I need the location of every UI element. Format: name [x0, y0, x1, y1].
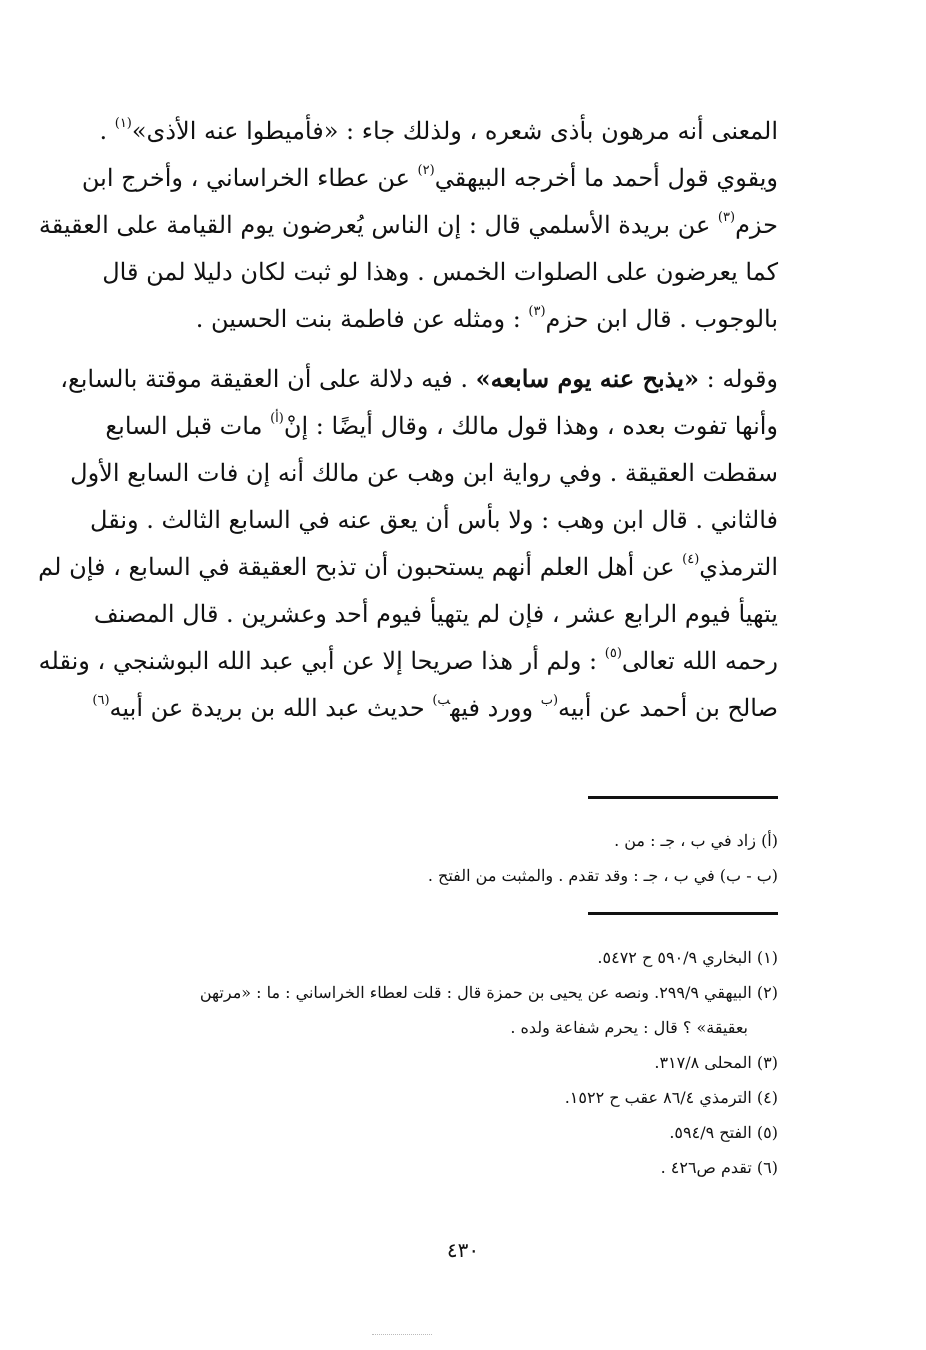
text-line — [60, 355, 778, 403]
text-run: المعنى أنه مرهون بأذى شعره ، ولذلك جاء : «فأميطوا عنه الأذى» — [131, 117, 778, 145]
text-line — [38, 638, 778, 685]
footnote-ref: (٢) — [417, 163, 435, 178]
variant-notes — [110, 823, 778, 893]
footnote-ref: (٦) — [92, 693, 110, 708]
text-line — [92, 685, 778, 732]
hadith-quote: «يذبح عنه يوم سابعه» — [475, 364, 700, 393]
footnotes — [110, 940, 778, 1185]
text-run: وأنها تفوت بعده ، وهذا قول مالك ، وقال أيضًا : إنْ — [283, 412, 778, 440]
text-run: عن بريدة الأسلمي قال : إن الناس يُعرضون يوم القيامة على العقيقة — [38, 211, 718, 239]
paragraph — [38, 108, 778, 343]
text-line: سقطت العقيقة . وفي رواية ابن وهب عن مالك أنه إن فات السابع الأول — [70, 459, 778, 487]
footnote-ref: (٣) — [717, 210, 736, 225]
footnote-ref: (٤) — [682, 552, 700, 567]
text-run: : ولم أر هذا صريحا إلا عن أبي عبد الله البوشنجي ، ونقله — [38, 647, 605, 675]
page-number: ٤٣٠ — [446, 1238, 480, 1262]
main-text — [38, 108, 778, 732]
text-line: كما يعرضون على الصلوات الخمس . وهذا لو ثبت لكان دليلا لمن قال — [102, 258, 778, 286]
text-run: حزم — [735, 211, 778, 239]
text-run: وورد فيه — [450, 694, 541, 722]
text-run: رحمه الله تعالى — [621, 647, 778, 675]
footnote: (٣) المحلى ٣١٧/٨. — [654, 1053, 778, 1072]
footnote: (٥) الفتح ٥٩٤/٩. — [669, 1123, 778, 1142]
paragraph — [38, 355, 778, 732]
text-run: ويقوي قول أحمد ما أخرجه البيهقي — [434, 164, 778, 192]
footnote: (١) البخاري ٥٩٠/٩ ح ٥٤٧٢. — [597, 948, 778, 967]
scan-artifact — [372, 1334, 432, 1335]
text-line — [38, 544, 778, 591]
text-run: وقوله : — [699, 365, 778, 393]
text-run: . فيه دلالة على أن العقيقة موقتة بالسابع، — [60, 365, 476, 393]
variant-note: (أ) زاد في ب ، جـ : من . — [614, 831, 778, 850]
footnote-ref: (٥) — [604, 646, 622, 661]
footnote: (٦) تقدم ص٤٢٦ . — [660, 1158, 778, 1177]
text-run: مات قبل السابع — [105, 412, 271, 440]
text-run: عن عطاء الخراساني ، وأخرج ابن — [81, 164, 418, 192]
footnote-divider — [588, 796, 778, 799]
text-run: حديث عبد الله بن بريدة عن أبيه — [109, 694, 433, 722]
footnote-ref: (٣) — [528, 304, 546, 319]
text-run: بالوجوب . قال ابن حزم — [545, 305, 778, 333]
text-line: فالثاني . قال ابن وهب : ولا بأس أن يعق عنه في السابع الثالث . ونقل — [90, 506, 778, 534]
text-line — [99, 108, 778, 155]
text-line — [105, 403, 778, 450]
text-run: عن أهل العلم أنهم يستحبون أن تذبح العقيقة في السابع ، فإن لم — [38, 553, 683, 581]
footnote: (٤) الترمذي ٨٦/٤ عقب ح ١٥٢٢. — [564, 1088, 778, 1107]
footnote-continuation: بعقيقة» ؟ قال : يحرم شفاعة ولده . — [510, 1018, 748, 1037]
variant-ref: (ب — [540, 693, 559, 708]
text-line — [110, 296, 778, 343]
text-line — [38, 202, 778, 249]
footnote-ref: (١) — [114, 116, 132, 131]
text-run: الترمذي — [699, 553, 778, 581]
variant-note: (ب - ب) في ب ، جـ : وقد تقدم . والمثبت من الفتح . — [427, 866, 778, 885]
text-run: : ومثله عن فاطمة بنت الحسين . — [195, 305, 529, 333]
footnote: (٢) البيهقي ٢٩٩/٩. ونصه عن يحيى بن حمزة قال : قلت لعطاء الخراساني : ما : «مرتهن — [199, 983, 778, 1002]
text-line: يتهيأ فيوم الرابع عشر ، فإن لم يتهيأ فيوم أحد وعشرين . قال المصنف — [93, 600, 778, 628]
variant-ref: ب) — [432, 693, 451, 708]
text-run: صالح بن أحمد عن أبيه — [558, 694, 778, 722]
text-run: . — [99, 117, 115, 145]
variant-ref: (أ) — [270, 411, 284, 426]
text-line — [81, 155, 778, 202]
footnote-divider — [588, 912, 778, 915]
